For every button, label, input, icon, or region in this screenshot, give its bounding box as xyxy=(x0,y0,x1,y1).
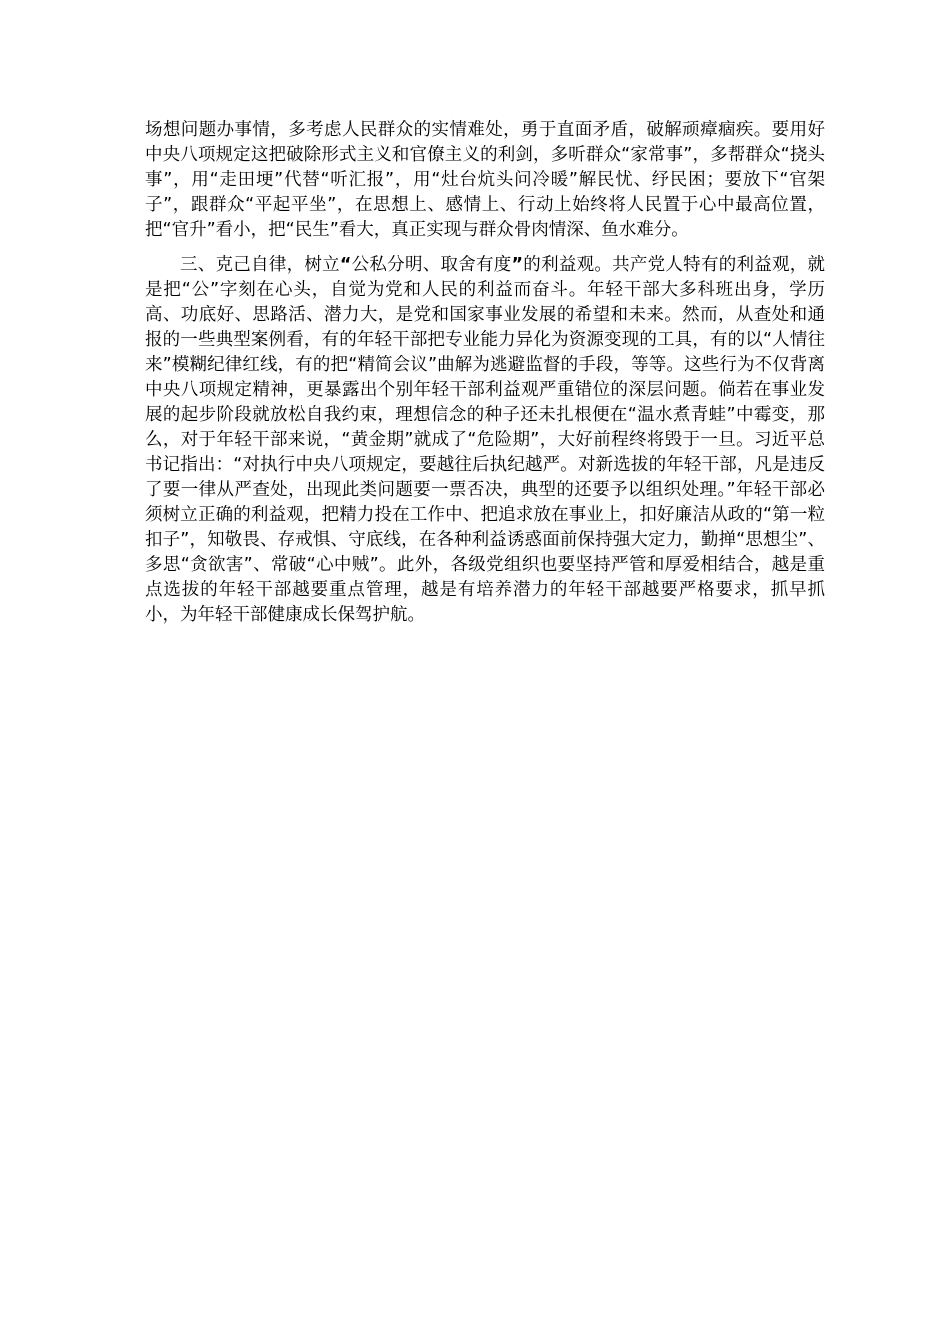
paragraph-2 xyxy=(145,253,825,628)
paragraph-2-body: 的利益观。共产党人特有的利益观，就是把“公”字刻在心头，自觉为党和人民的利益而奋斗。年轻干部大多科班出身，学历高、功底好、思路活、潜力大，是党和国家事业发展的希望和未来。然而，从查处和通报的一些典型案例看，有的年轻干部把专业能力异化为资源变现的工具，有的以“人情往来”模糊纪律红线，有的把“精简会议”曲解为逃避监督的手段，等等。这些行为不仅背离中央八项规定精神，更暴露出个别年轻干部利益观严重错位的深层问题。倘若在事业发展的起步阶段就放松自我约束，理想信念的种子还未扎根便在“温水煮青蛙”中霉变，那么，对于年轻干部来说，“黄金期”就成了“危险期”，大好前程终将毁于一旦。习近平总书记指出：“对执行中央八项规定，要越往后执纪越严。对新选拔的年轻干部，凡是违反了要一律从严查处，出现此类问题要一票否决，典型的还要予以组织处理。”年轻干部必须树立正确的利益观，把精力投在工作中、把追求放在事业上，扣好廉洁从政的“第一粒扣子”，知敬畏、存戒惧、守底线，在各种利益诱惑面前保持强大定力，勤掸“思想尘”、多思“贪欲害”、常破“心中贼”。此外，各级党组织也要坚持严管和厚爱相结合，越是重点选拔的年轻干部越要重点管理，越是有培养潜力的年轻干部越要严格要求，抓早抓小，为年轻干部健康成长保驾护航。 xyxy=(145,255,826,625)
section-heading-lead: 三、克己自律，树立 xyxy=(180,255,340,275)
close-quote: ” xyxy=(511,255,524,275)
section-heading-quoted: 公私分明、取舍有度 xyxy=(351,255,512,275)
open-quote: “ xyxy=(339,255,352,275)
document-page xyxy=(145,118,825,628)
paragraph-1: 场想问题办事情，多考虑人民群众的实情难处，勇于直面矛盾，破解顽瘴痼疾。要用好中央八项规定这把破除形式主义和官僚主义的利剑，多听群众“家常事”，多帮群众“挠头事”，用“走田埂”代替“听汇报”，用“灶台炕头问冷暖”解民忧、纾民困；要放下“官架子”，跟群众“平起平坐”，在思想上、感情上、行动上始终将人民置于心中最高位置，把“官升”看小，把“民生”看大，真正实现与群众骨肉情深、鱼水难分。 xyxy=(145,120,825,240)
